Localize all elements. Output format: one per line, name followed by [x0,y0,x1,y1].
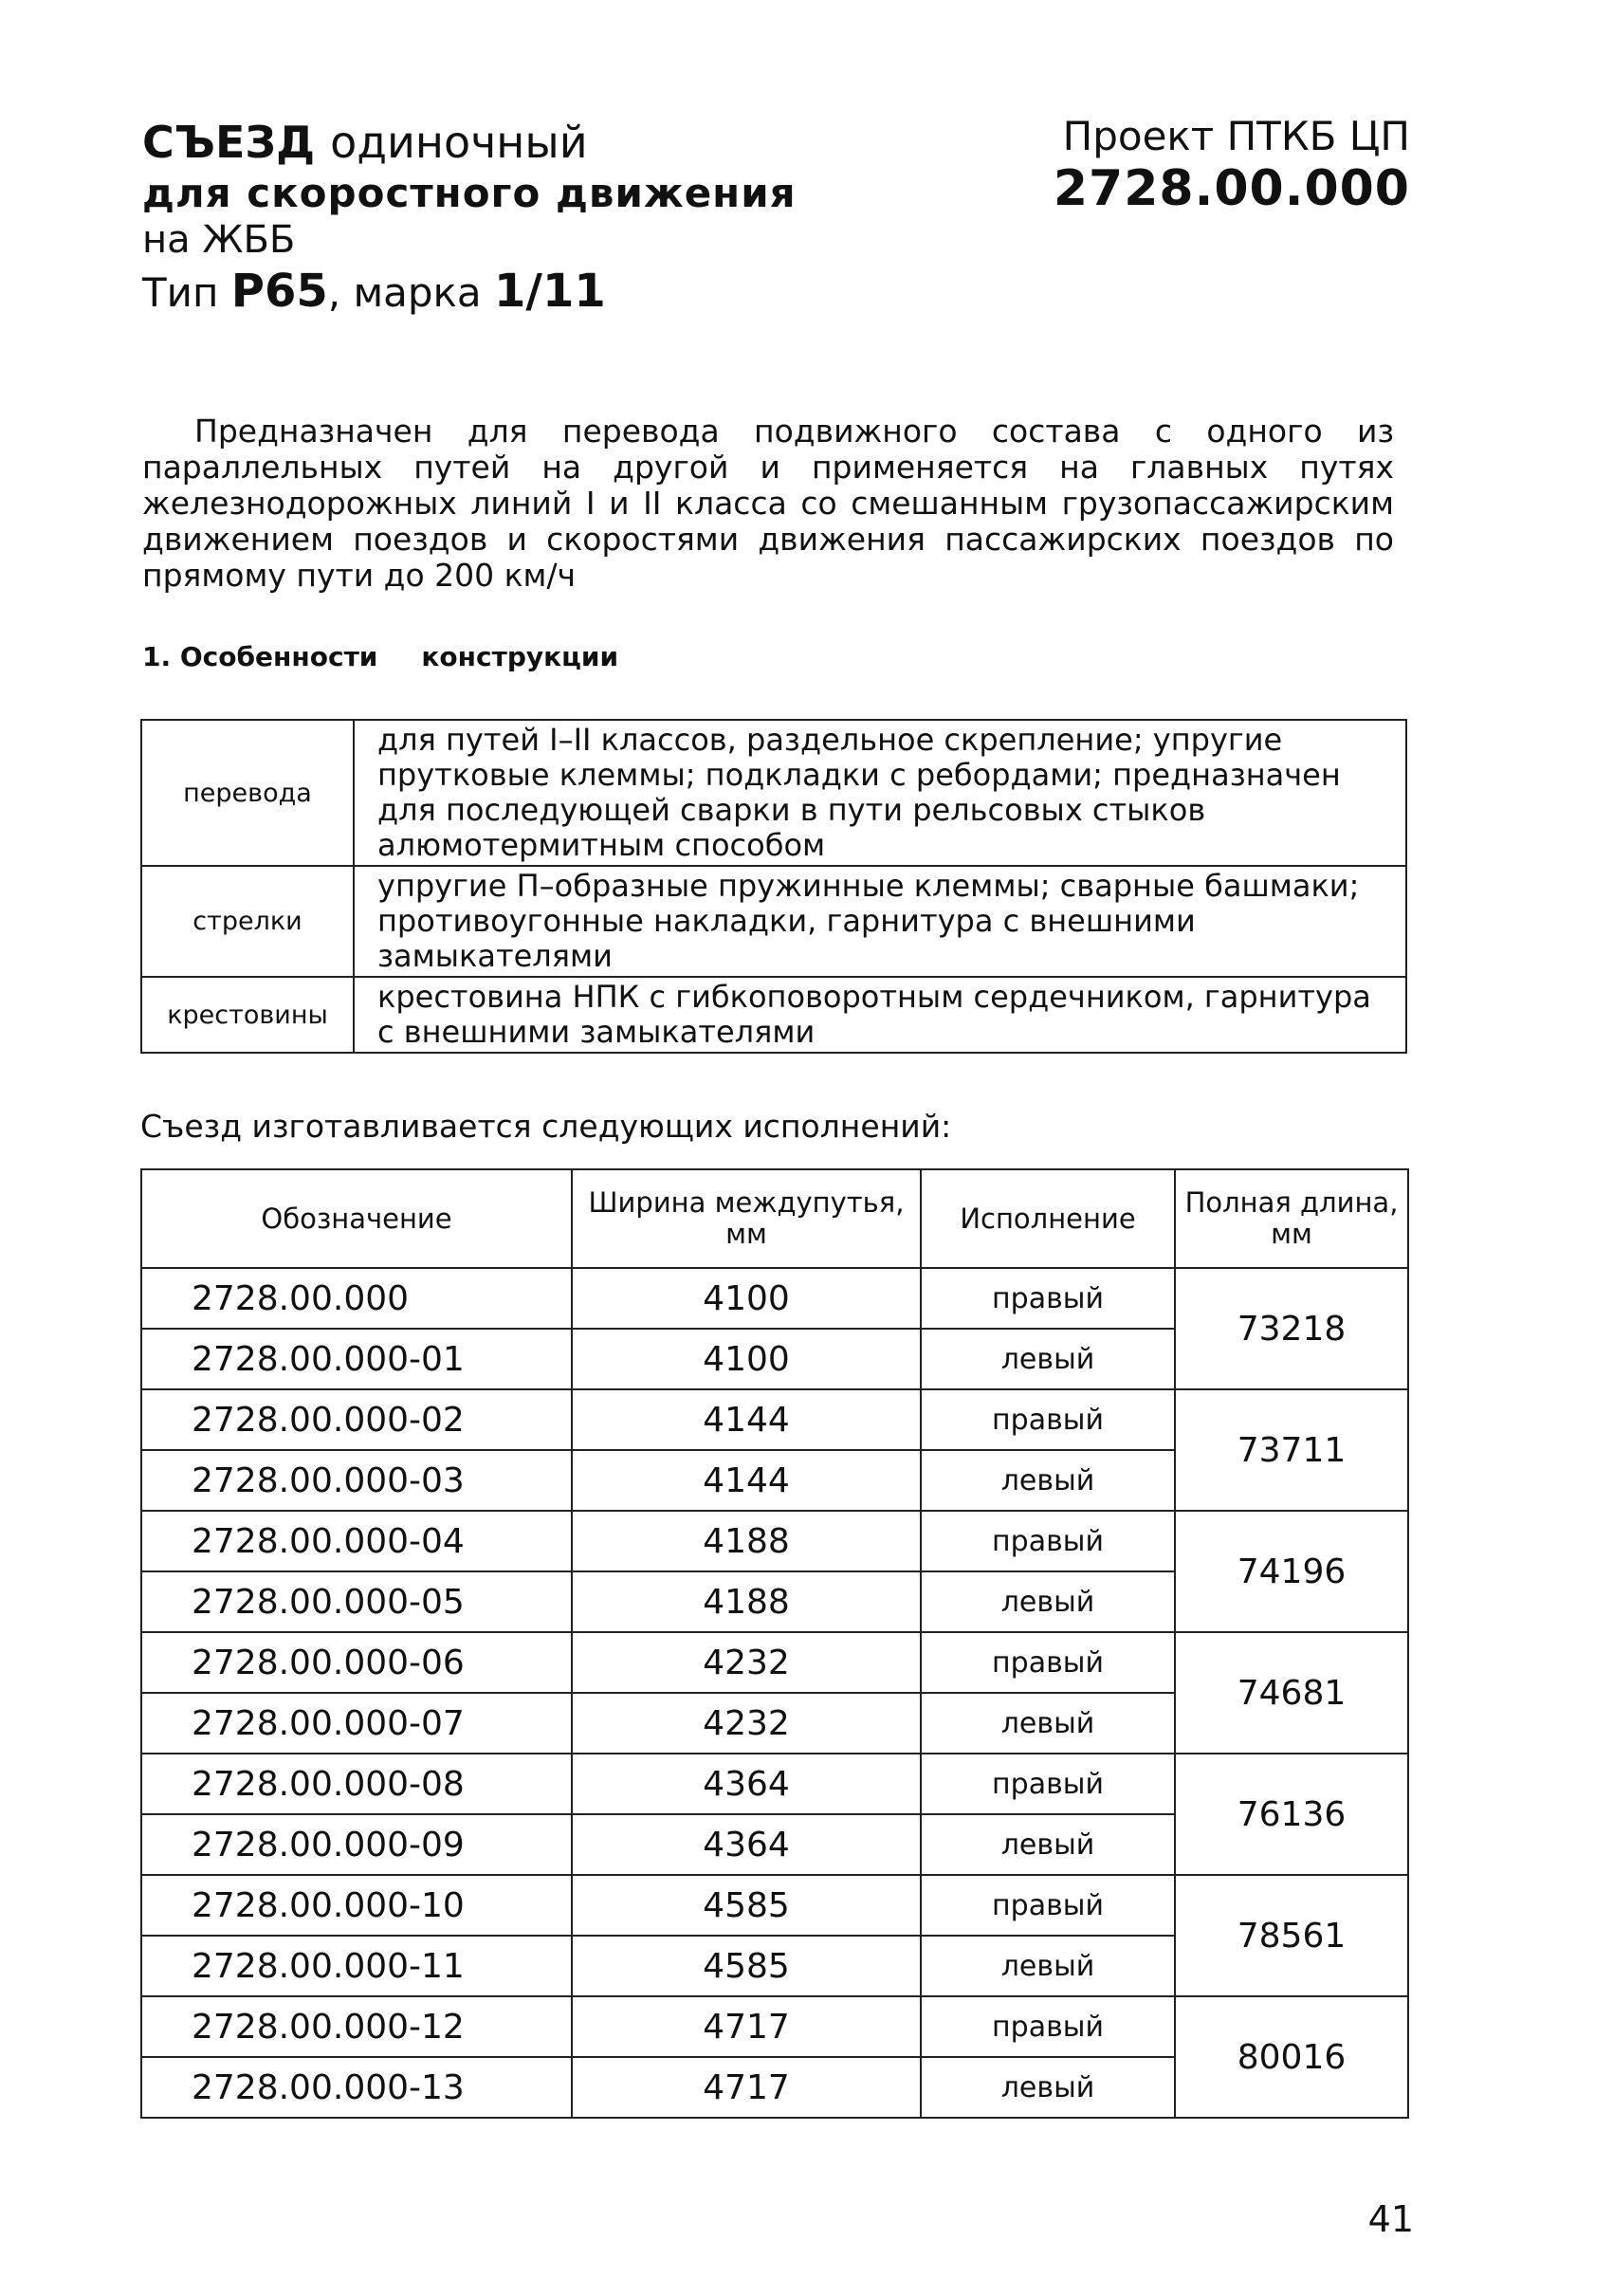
variant-code: 2728.00.000-08 [141,1754,572,1814]
variant-code: 2728.00.000-01 [141,1329,572,1389]
variant-length: 73711 [1175,1389,1408,1511]
variant-width: 4717 [572,2057,921,2118]
variant-code: 2728.00.000 [141,1268,572,1329]
variant-execution: левый [921,1693,1175,1754]
features-table [140,719,1407,1054]
table-row [141,1996,1408,2057]
variant-execution: левый [921,1936,1175,1996]
table-row [141,1754,1408,1814]
variant-execution: левый [921,1814,1175,1875]
variant-code: 2728.00.000-12 [141,1996,572,2057]
feature-name: перевода [141,720,354,866]
variant-execution: правый [921,1268,1175,1329]
header-code: Обозначение [141,1169,572,1268]
variant-code: 2728.00.000-05 [141,1571,572,1632]
feature-name: крестовины [141,977,354,1053]
section-heading [142,641,662,672]
variant-code: 2728.00.000-10 [141,1875,572,1936]
type-prefix: Тип [142,269,219,317]
variant-execution: правый [921,1632,1175,1693]
header-length: Полная длина, мм [1175,1169,1408,1268]
table-row [141,1268,1408,1329]
variant-width: 4100 [572,1268,921,1329]
variant-code: 2728.00.000-11 [141,1936,572,1996]
section-title: конструкции [421,641,619,672]
variant-width: 4100 [572,1329,921,1389]
variant-width: 4364 [572,1814,921,1875]
variant-length: 76136 [1175,1754,1408,1875]
project-block [1054,112,1410,216]
variants-table [140,1168,1409,2119]
section-number: 1. Особенности [142,641,378,672]
variant-code: 2728.00.000-02 [141,1389,572,1450]
variants-header-row [141,1169,1408,1268]
variant-length: 74196 [1175,1511,1408,1632]
feature-row [141,720,1406,866]
variant-code: 2728.00.000-09 [141,1814,572,1875]
features-table-body [141,720,1406,1053]
variants-caption: Съезд изготавливается следующих исполнений: [140,1108,952,1145]
table-row [141,1632,1408,1693]
variant-length: 78561 [1175,1875,1408,1996]
variant-execution: левый [921,2057,1175,2118]
variant-length: 80016 [1175,1996,1408,2118]
feature-row [141,977,1406,1053]
variant-width: 4585 [572,1936,921,1996]
variant-width: 4717 [572,1996,921,2057]
title-line-4: Тип Р65, марка 1/11 [142,265,606,319]
variant-execution: левый [921,1571,1175,1632]
variant-length: 74681 [1175,1632,1408,1754]
title-line-3: на ЖББ [142,218,296,263]
table-row [141,1875,1408,1936]
project-label: Проект ПТКБ ЦП [1062,113,1410,159]
grade-label: марка [353,269,482,317]
page-number: 41 [1367,2198,1414,2240]
variant-code: 2728.00.000-06 [141,1632,572,1693]
variant-width: 4364 [572,1754,921,1814]
feature-description: для путей I–II классов, раздельное скрепление; упругие прутковые клеммы; подкладки с ребордами; предназначен для последующей сварки в пути рельсовых стыков алюмотермитным способом [354,720,1406,866]
variant-code: 2728.00.000-13 [141,2057,572,2118]
feature-row [141,866,1406,977]
table-row [141,1389,1408,1450]
variant-execution: правый [921,1754,1175,1814]
variant-execution: правый [921,1389,1175,1450]
title-line-1 [142,116,958,169]
variants-table-body [141,1268,1408,2118]
variant-execution: левый [921,1450,1175,1511]
project-number: 2728.00.000 [1053,159,1410,217]
title-block [142,116,958,320]
variant-execution: правый [921,1875,1175,1936]
variant-length: 73218 [1175,1268,1408,1389]
title-line-2: для скоростного движения [142,170,797,217]
variant-code: 2728.00.000-07 [141,1693,572,1754]
variant-width: 4585 [572,1875,921,1936]
variant-width: 4188 [572,1511,921,1571]
variant-execution: левый [921,1329,1175,1389]
variant-width: 4144 [572,1450,921,1511]
variant-width: 4232 [572,1693,921,1754]
table-row [141,1511,1408,1571]
variant-width: 4144 [572,1389,921,1450]
intro-paragraph: Предназначен для перевода подвижного состава с одного из параллельных путей на другой и применяется на главных путях железнодорожных линий I и II класса со смешанным грузопассажирским движением поездов и скоростями движения пассажирских поездов по прямому пути до 200 км/ч [142,413,1394,594]
variant-width: 4232 [572,1632,921,1693]
feature-description: упругие П–образные пружинные клеммы; сварные башмаки; противоугонные накладки, гарнитура с внешними замыкателями [354,866,1406,977]
variant-execution: правый [921,1511,1175,1571]
variant-code: 2728.00.000-04 [141,1511,572,1571]
rail-type: Р65 [230,265,328,319]
header-execution: Исполнение [921,1169,1175,1268]
grade-value: 1/11 [494,265,606,319]
variant-code: 2728.00.000-03 [141,1450,572,1511]
title-main-word: СЪЕЗД [142,117,316,168]
variant-execution: правый [921,1996,1175,2057]
header-width: Ширина междупутья, мм [572,1169,921,1268]
variant-width: 4188 [572,1571,921,1632]
title-line-1-rest: одиночный [330,117,588,168]
feature-description: крестовина НПК с гибкоповоротным сердечником, гарнитура с внешними замыкателями [354,977,1406,1053]
feature-name: стрелки [141,866,354,977]
